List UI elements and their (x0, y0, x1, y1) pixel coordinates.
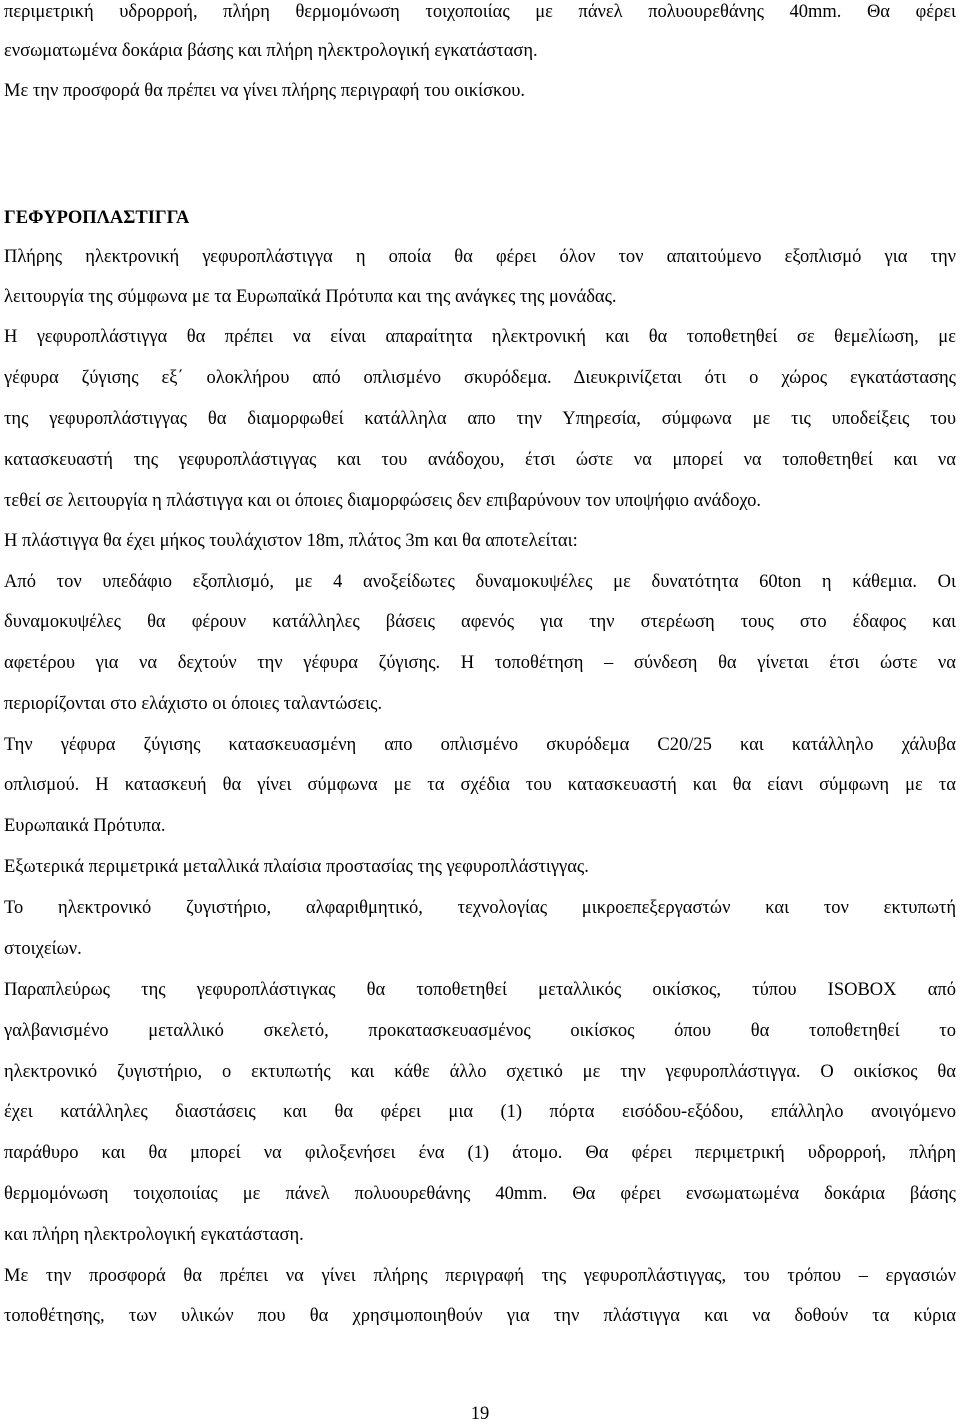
text-line: γαλβανισμένο μεταλλικό σκελετό, προκατασκευασμένος οικίσκος όπου θα τοποθετηθεί το (4, 1021, 956, 1041)
text-line: θερμομόνωση τοιχοποιίας με πάνελ πολυουρεθάνης 40mm. Θα φέρει ενσωματωμένα δοκάρια βάσης (4, 1184, 956, 1204)
text-line: Παραπλεύρως της γεφυροπλάστιγκας θα τοποθετηθεί μεταλλικός οικίσκος, τύπου ISOBOX από (4, 980, 956, 1000)
text-line: περιορίζονται στο ελάχιστο οι όποιες ταλαντώσεις. (4, 694, 383, 714)
text-line: περιμετρική υδρορροή, πλήρη θερμομόνωση τοιχοποιίας με πάνελ πολυουρεθάνης 40mm. Θα φέρει (4, 2, 956, 22)
text-line: και πλήρη ηλεκτρολογική εγκατάσταση. (4, 1225, 304, 1245)
text-line: οπλισμού. Η κατασκευή θα γίνει σύμφωνα με τα σχέδια του κατασκευαστή και θα είανι σύμφωνη με τα (4, 775, 956, 795)
text-line: ηλεκτρονικό ζυγιστήριο, ο εκτυπωτής και κάθε άλλο σχετικό με την γεφυροπλάστιγγα. Ο οικίσκος θα (4, 1062, 956, 1082)
text-line: Το ηλεκτρονικό ζυγιστήριο, αλφαριθμητικό, τεχνολογίας μικροεπεξεργαστών και τον εκτυπωτή (4, 898, 956, 918)
text-line: γέφυρα ζύγισης εξ΄ ολοκλήρου από οπλισμένο σκυρόδεμα. Διευκρινίζεται ότι ο χώρος εγκατάστασης (4, 368, 956, 388)
text-line: δυναμοκυψέλες θα φέρουν κατάλληλες βάσεις αφενός για την στερέωση τους στο έδαφος και (4, 612, 956, 632)
text-line: λειτουργία της σύμφωνα με τα Ευρωπαϊκά Πρότυπα και της ανάγκες της μονάδας. (4, 287, 617, 307)
text-line: Πλήρης ηλεκτρονική γεφυροπλάστιγγα η οποία θα φέρει όλον τον απαιτούμενο εξοπλισμό για την (4, 247, 956, 267)
page-number: 19 (470, 1404, 490, 1424)
text-line: ενσωματωμένα δοκάρια βάσης και πλήρη ηλεκτρολογική εγκατάσταση. (4, 41, 538, 61)
text-line: Ευρωπαικά Πρότυπα. (4, 816, 166, 836)
text-line: κατασκευαστή της γεφυροπλάστιγγας και του ανάδοχου, έτσι ώστε να μπορεί να τοποθετηθεί και να (4, 450, 956, 470)
text-line: Με την προσφορά θα πρέπει να γίνει πλήρης περιγραφή της γεφυροπλάστιγγας, του τρόπου – εργασιών (4, 1266, 956, 1286)
text-line: έχει κατάλληλες διαστάσεις και θα φέρει μια (1) πόρτα εισόδου-εξόδου, επάλληλο ανοιγόμενο (4, 1102, 956, 1122)
text-line: Με την προσφορά θα πρέπει να γίνει πλήρης περιγραφή του οικίσκου. (4, 81, 526, 101)
text-line: Η γεφυροπλάστιγγα θα πρέπει να είναι απαραίτητα ηλεκτρονική και θα τοποθετηθεί σε θεμελίωση, με (4, 327, 956, 347)
text-line: τοποθέτησης, των υλικών που θα χρησιμοποιηθούν για την πλάστιγγα και να δοθούν τα κύρια (4, 1306, 956, 1326)
text-line: Η πλάστιγγα θα έχει μήκος τουλάχιστον 18m, πλάτος 3m και θα αποτελείται: (4, 531, 578, 551)
text-line: Από τον υπεδάφιο εξοπλισμό, με 4 ανοξείδωτες δυναμοκυψέλες με δυνατότητα 60ton η κάθεμια. Οι (4, 572, 956, 592)
text-line: τεθεί σε λειτουργία η πλάστιγγα και οι όποιες διαμορφώσεις δεν επιβαρύνουν τον υποψήφιο ανάδοχο. (4, 491, 762, 511)
section-heading: ΓΕΦΥΡΟΠΛΑΣΤΙΓΓΑ (4, 208, 190, 228)
text-line: Εξωτερικά περιμετρικά μεταλλικά πλαίσια προστασίας της γεφυροπλάστιγγας. (4, 857, 589, 877)
text-line: Την γέφυρα ζύγισης κατασκευασμένη απο οπλισμένο σκυρόδεμα C20/25 και κατάλληλο χάλυβα (4, 735, 956, 755)
text-line: της γεφυροπλάστιγγας θα διαμορφωθεί κατάλληλα απο την Υπηρεσία, σύμφωνα με τις υποδείξεις του (4, 409, 956, 429)
text-line: παράθυρο και θα μπορεί να φιλοξενήσει ένα (1) άτομο. Θα φέρει περιμετρική υδρορροή, πλήρη (4, 1143, 956, 1163)
text-line: στοιχείων. (4, 939, 82, 959)
text-line: αφετέρου για να δεχτούν την γέφυρα ζύγισης. Η τοποθέτηση – σύνδεση θα γίνεται έτσι ώστε να (4, 653, 956, 673)
